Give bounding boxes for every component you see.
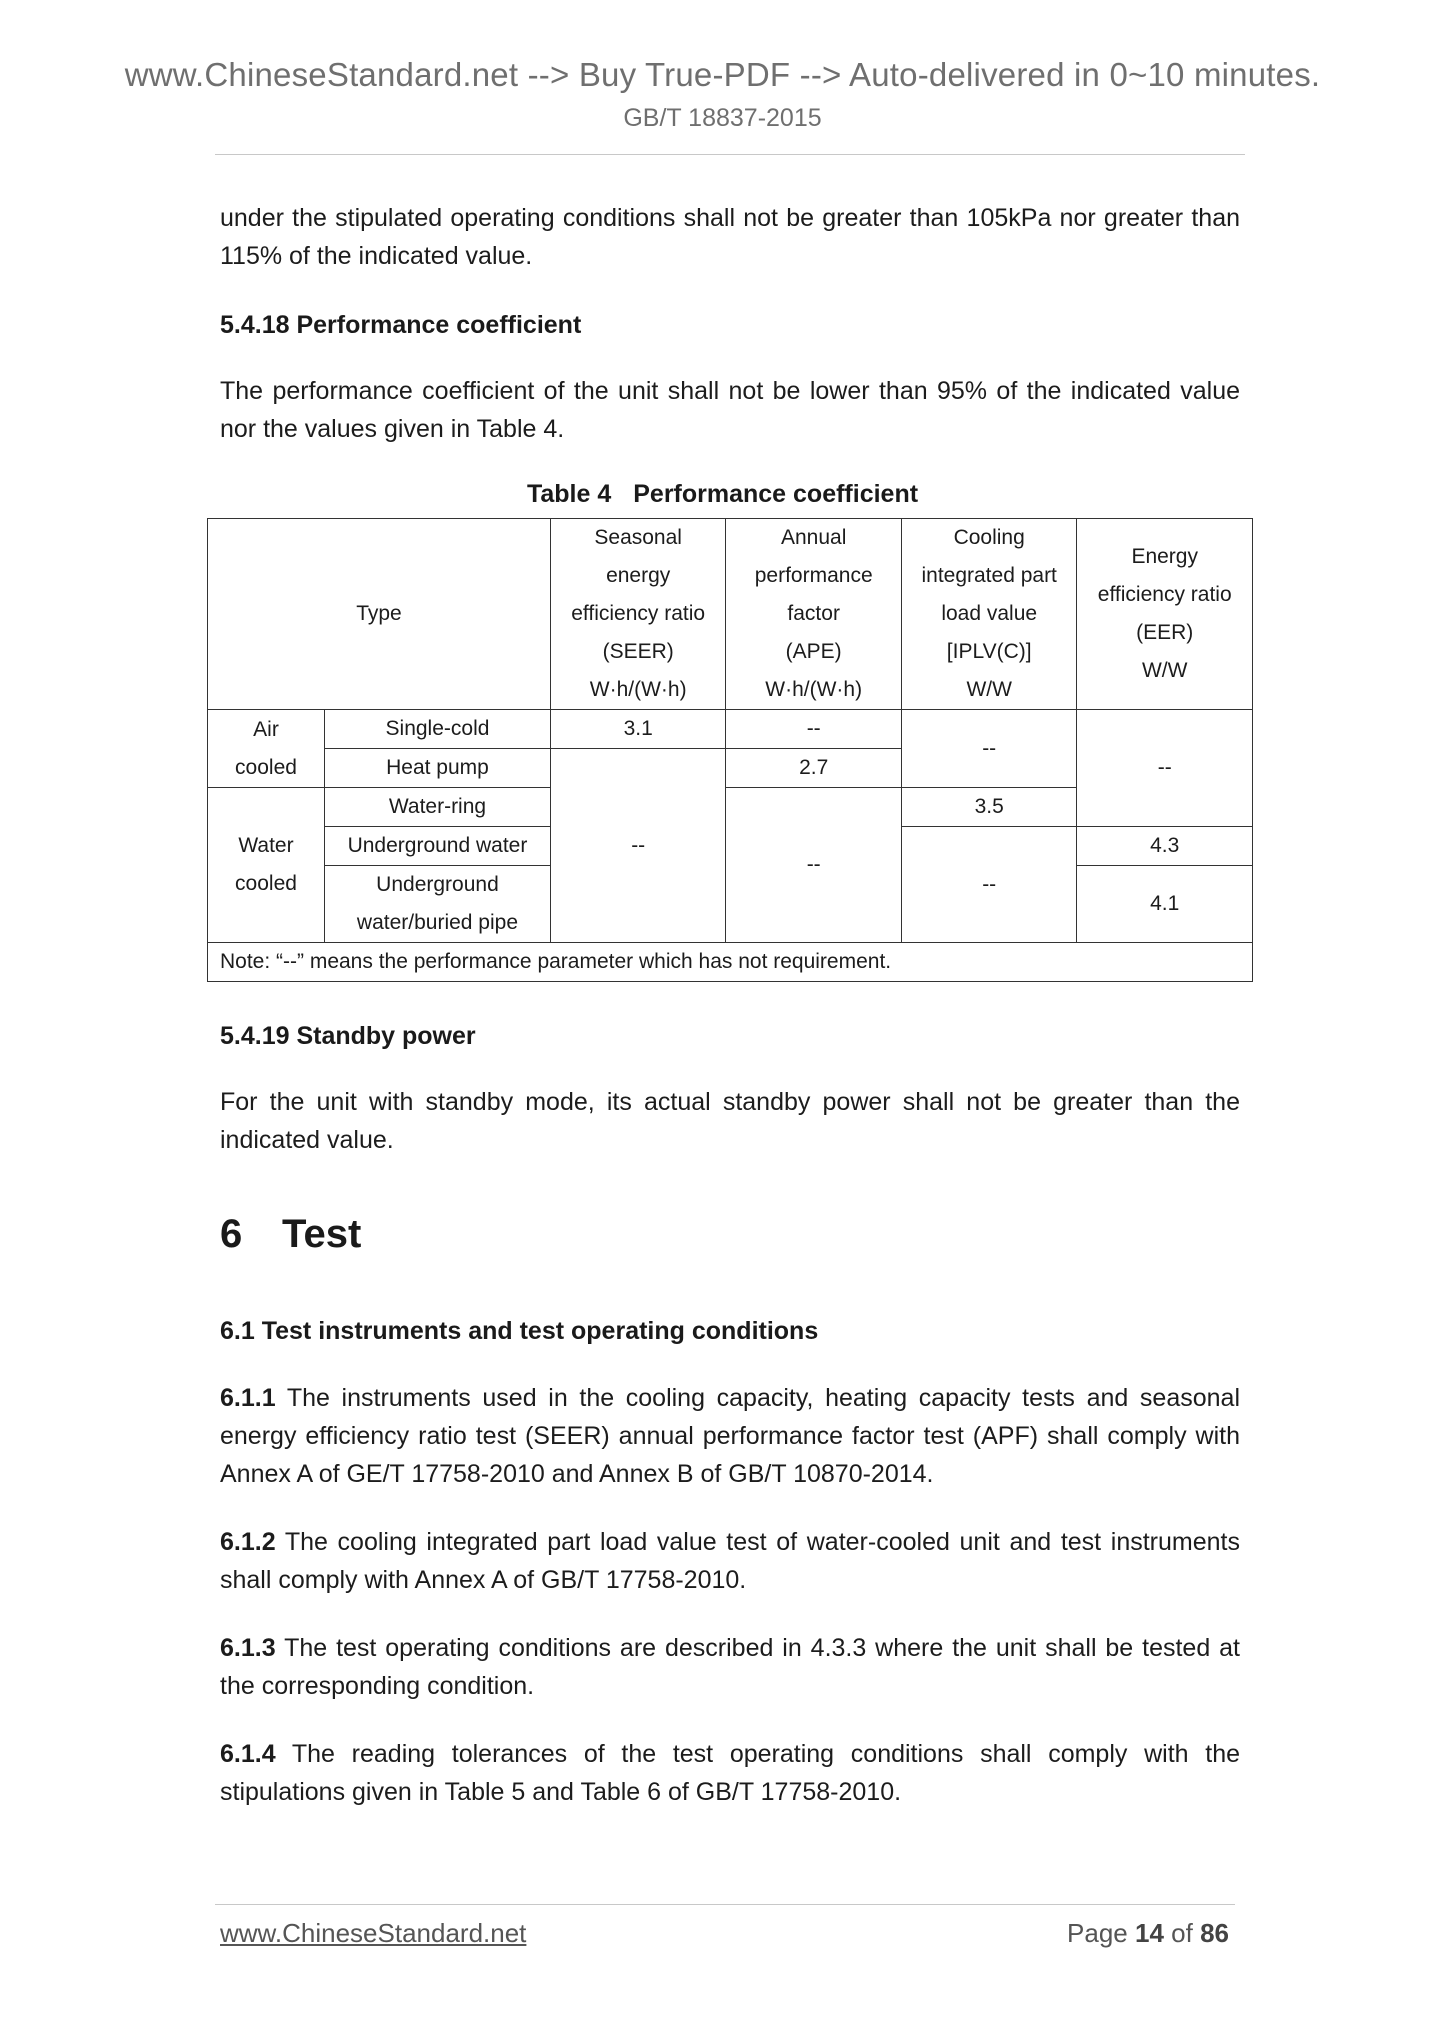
table-header-row bbox=[208, 519, 1253, 710]
group-air-cooled: Air cooled bbox=[208, 710, 325, 788]
row-water-ring: Water-ring bbox=[325, 788, 551, 827]
paragraph-6-1-3 bbox=[220, 1629, 1240, 1705]
table-4-caption-number: Table 4 bbox=[526, 480, 612, 508]
section-5-4-19-text: For the unit with standby mode, its actual standby power shall not be greater than the indicated value. bbox=[220, 1088, 1240, 1154]
header-ape: Annual performance factor (APE) W·h/(W·h) bbox=[726, 519, 902, 710]
cell-single-cold-ape: -- bbox=[726, 710, 902, 749]
header-iplv: Cooling integrated part load value [IPLV(C)] W/W bbox=[901, 519, 1077, 710]
header-banner: www.ChineseStandard.net --> Buy True-PDF --> Auto-delivered in 0~10 minutes. bbox=[124, 56, 1321, 93]
cell-water-iplv: -- bbox=[901, 827, 1077, 943]
row-underground-water: Underground water bbox=[325, 827, 551, 866]
section-6-1-title: 6.1 Test instruments and test operating conditions bbox=[220, 1317, 819, 1345]
section-6-heading bbox=[220, 1212, 361, 1257]
table-row bbox=[208, 710, 1253, 749]
header-rule bbox=[215, 154, 1245, 155]
cell-single-cold-seer: 3.1 bbox=[550, 710, 726, 749]
row-heat-pump: Heat pump bbox=[325, 749, 551, 788]
row-single-cold: Single-cold bbox=[325, 710, 551, 749]
footer-rule bbox=[215, 1904, 1235, 1905]
standard-number: GB/T 18837-2015 bbox=[623, 104, 822, 132]
paragraph-number: 6.1.3 bbox=[220, 1634, 276, 1662]
table-4-caption bbox=[0, 480, 1445, 509]
section-6-number: 6 bbox=[220, 1212, 243, 1256]
paragraph-text: The cooling integrated part load value test of water-cooled unit and test instruments shall comply with Annex A of GB/T 17758-2010. bbox=[220, 1528, 1240, 1594]
table-4-caption-title: Performance coefficient bbox=[633, 480, 919, 508]
group-water-cooled: Water cooled bbox=[208, 788, 325, 943]
current-page: 14 bbox=[1135, 1918, 1164, 1948]
cell-water-seer: -- bbox=[550, 749, 726, 943]
cell-water-ape: -- bbox=[726, 788, 902, 943]
footer-site-link[interactable]: www.ChineseStandard.net bbox=[220, 1918, 527, 1948]
cell-buried-pipe-eer: 4.1 bbox=[1077, 866, 1253, 943]
header-seer: Seasonal energy efficiency ratio (SEER) W·h/(W·h) bbox=[550, 519, 726, 710]
cell-air-water-ring-eer: -- bbox=[1077, 710, 1253, 827]
section-5-4-18-title: 5.4.18 Performance coefficient bbox=[220, 311, 582, 339]
section-5-4-19-title: 5.4.19 Standby power bbox=[220, 1022, 476, 1050]
header-eer: Energy efficiency ratio (EER) W/W bbox=[1077, 519, 1253, 710]
table-note: Note: “--” means the performance parameter which has not requirement. bbox=[208, 943, 1253, 982]
paragraph-6-1-1 bbox=[220, 1379, 1240, 1493]
cell-water-ring-iplv: 3.5 bbox=[901, 788, 1077, 827]
paragraph-number: 6.1.4 bbox=[220, 1740, 276, 1768]
table-note-row bbox=[208, 943, 1253, 982]
paragraph-number: 6.1.2 bbox=[220, 1528, 276, 1556]
cell-underground-water-eer: 4.3 bbox=[1077, 827, 1253, 866]
section-6-title: Test bbox=[282, 1212, 362, 1256]
cell-heat-pump-ape: 2.7 bbox=[726, 749, 902, 788]
paragraph-text: The test operating conditions are described in 4.3.3 where the unit shall be tested at the corresponding condition. bbox=[220, 1634, 1240, 1700]
total-pages: 86 bbox=[1200, 1918, 1229, 1948]
paragraph-6-1-2 bbox=[220, 1523, 1240, 1599]
paragraph-text: The reading tolerances of the test operating conditions shall comply with the stipulations given in Table 5 and Table 6 of GB/T 17758-2010. bbox=[220, 1740, 1240, 1806]
paragraph-6-1-4 bbox=[220, 1735, 1240, 1811]
paragraph-text: The instruments used in the cooling capacity, heating capacity tests and seasonal energy efficiency ratio test (SEER) annual performance factor test (APF) shall comply with Annex A of GE/T 17758-2010 and Annex B of GB/T 10870-2014. bbox=[220, 1384, 1240, 1488]
section-5-4-18-text: The performance coefficient of the unit shall not be lower than 95% of the indicated value nor the values given in Table 4. bbox=[220, 377, 1240, 443]
header-type: Type bbox=[208, 519, 551, 710]
page-indicator: Page 14 of 86 bbox=[1067, 1918, 1229, 1948]
paragraph-number: 6.1.1 bbox=[220, 1384, 276, 1412]
intro-paragraph: under the stipulated operating conditions shall not be greater than 105kPa nor greater than 115% of the indicated value. bbox=[220, 204, 1240, 270]
cell-air-iplv: -- bbox=[901, 710, 1077, 788]
row-buried-pipe: Underground water/buried pipe bbox=[325, 866, 551, 943]
performance-coefficient-table bbox=[207, 518, 1253, 982]
